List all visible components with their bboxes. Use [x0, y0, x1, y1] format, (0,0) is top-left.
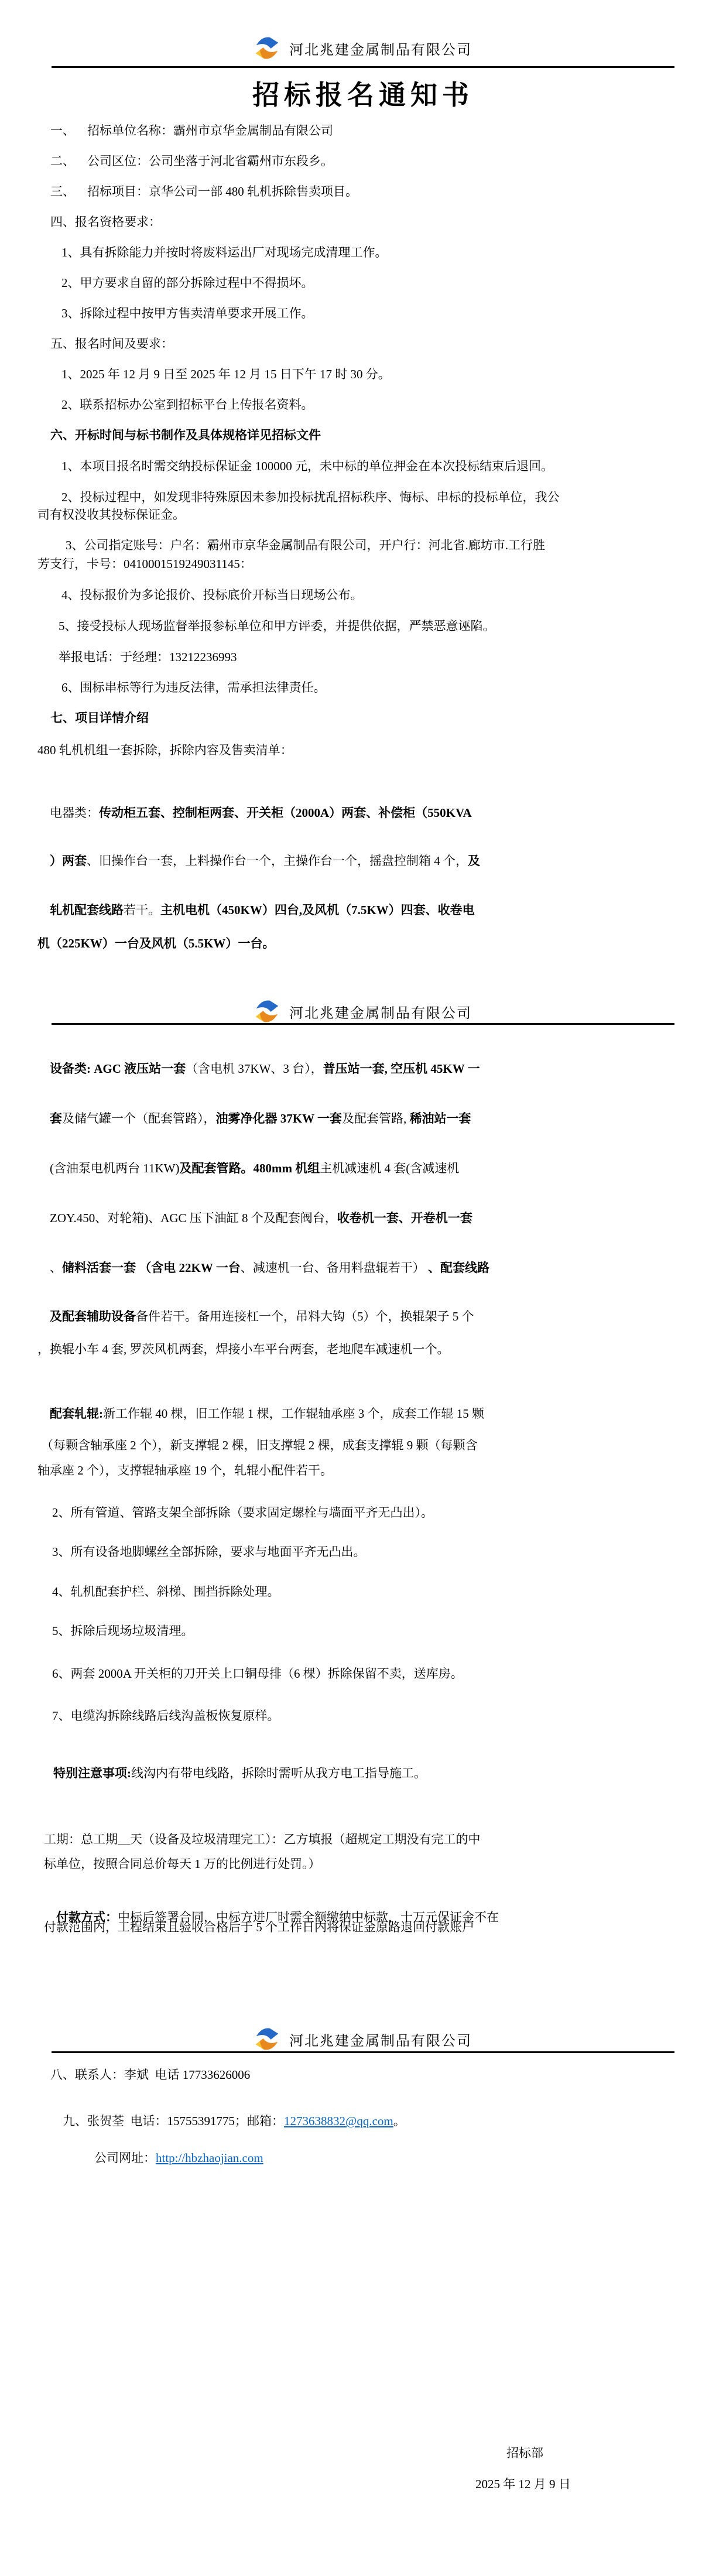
text-segment: 线沟内有带电线路，拆除时需听从我方电工指导施工。 — [131, 1766, 426, 1780]
text-segment: 配套轧辊: — [50, 1407, 103, 1421]
equipment-electrical-line2 — [37, 837, 480, 885]
text-segment: 及配套管路, — [341, 1111, 410, 1125]
text-segment: 套 — [50, 1111, 62, 1125]
demolition-item-2: 2、所有管道、管路支架全部拆除（要求固定螺栓与墙面平齐无凸出）。 — [52, 1506, 433, 1520]
line-bid-project: 三、 招标项目：京华公司一部 480 轧机拆除售卖项目。 — [50, 184, 358, 199]
demolition-item-7: 7、电缆沟拆除线路后线沟盖板恢复原样。 — [52, 1709, 280, 1723]
text-segment: 九、张贺荃 电话：15755391775；邮箱： — [63, 2114, 284, 2128]
text-segment: 及 — [468, 854, 480, 868]
text-segment: （含电机 37KW、3 台）， — [186, 1062, 323, 1076]
text-segment: 、配套线路 — [424, 1261, 489, 1275]
page-header — [0, 34, 726, 62]
company-name: 河北兆建金属制品有限公司 — [289, 1005, 472, 1021]
payment-label: 付款方式： — [56, 1910, 118, 1924]
company-name: 河北兆建金属制品有限公司 — [289, 42, 472, 58]
bid-item-supervision: 5、接受投标人现场监督举报参标单位和甲方评委，并提供依据，严禁恶意诬陷。 — [59, 619, 495, 633]
website-label: 公司网址： — [94, 2151, 156, 2165]
payment-line2: 付款范围内，工程结束且验收合格后于 5 个工作日内将保证金原路退回付款账户 — [44, 1920, 474, 1934]
email-link[interactable]: 1273638832@qq.com — [284, 2114, 393, 2128]
footer-date: 2025 年 12 月 9 日 — [475, 2477, 571, 2491]
website-link[interactable]: http://hbzhaojian.com — [156, 2151, 263, 2165]
bid-item-deposit: 1、本项目报名时需交纳投标保证金 100000 元，未中标的单位押金在本次投标结束后退回。 — [61, 459, 553, 473]
text-segment: 新工作辊 40 棵，旧工作辊 1 棵，工作辊轴承座 3 个，成套工作辊 15 颗 — [103, 1407, 484, 1421]
text-segment: 收卷机一套、开卷机一套 — [337, 1211, 472, 1225]
bid-item-violation-line1: 2、投标过程中，如发现非特殊原因未参加投标扰乱招标秩序、悔标、串标的投标单位，我公 — [61, 490, 560, 504]
text-segment: 及储气罐一个（配套管路）， — [62, 1111, 216, 1125]
text-segment: (含油泵电机两台 11KW) — [50, 1161, 180, 1175]
page-header — [0, 997, 726, 1025]
demolition-item-6: 6、两套 2000A 开关柜的刀开关上口铜母排（6 棵）拆除保留不卖，送库房。 — [52, 1667, 463, 1681]
text-segment: 若干。 — [124, 903, 160, 917]
text-segment: 设备类: AGC 液压站一套 — [50, 1062, 186, 1076]
equipment-device-line3 — [37, 1145, 459, 1192]
website-line — [82, 2134, 263, 2182]
text-segment: 及配套辅助设备 — [50, 1309, 136, 1323]
text-segment: ZOY.450、对轮箱)、AGC 压下油缸 8 个及配套阀台， — [50, 1211, 337, 1225]
heading-registration-time: 五、报名时间及要求： — [50, 337, 173, 351]
header-divider — [52, 2051, 674, 2053]
header-divider — [52, 66, 674, 68]
footer-department: 招标部 — [506, 2446, 543, 2460]
equipment-device-line2 — [37, 1095, 471, 1142]
line-company-location: 二、 公司区位：公司坐落于河北省霸州市东段乡。 — [50, 154, 333, 168]
text-segment: 及配套管路。480mm 机组 — [179, 1161, 320, 1175]
text-segment: 传动柜五套、控制柜两套、开关柜（2000A）两套、补偿柜（550KVA — [99, 806, 472, 820]
bid-item-quote: 4、投标报价为多论报价、投标底价开标当日现场公布。 — [61, 588, 363, 602]
registration-time-item-1: 1、2025 年 12 月 9 日至 2025 年 12 月 15 日下午 17 时 30 分。 — [61, 367, 391, 381]
company-name: 河北兆建金属制品有限公司 — [289, 2033, 472, 2049]
duration-line2: 标单位，按照合同总价每天 1 万的比例进行处罚。） — [44, 1857, 321, 1871]
project-summary-line: 480 轧机机组一套拆除，拆除内容及售卖清单： — [37, 743, 293, 757]
text-segment: 备件若干。备用连接杠一个，吊料大钩（5）个，换辊架子 5 个 — [136, 1309, 474, 1323]
text-segment: 、 — [50, 1261, 62, 1275]
demolition-item-5: 5、拆除后现场垃圾清理。 — [52, 1624, 194, 1638]
equipment-electrical-line1 — [37, 789, 472, 837]
text-segment: 、减速机一台、备用料盘辊若干） — [240, 1261, 425, 1275]
equipment-device-line6 — [37, 1293, 474, 1340]
equipment-device-line5 — [37, 1244, 489, 1292]
text-segment: 稀油站一套 — [409, 1111, 471, 1125]
equipment-rolls-line3: 轴承座 2 个），支撑辊轴承座 19 个，轧辊小配件若干。 — [37, 1463, 333, 1477]
demolition-item-3: 3、所有设备地脚螺丝全部拆除，要求与地面平齐无凸出。 — [52, 1545, 366, 1559]
company-logo-icon — [254, 997, 280, 1025]
text-segment: 储料活套一套 （含电 22KW 一台 — [62, 1261, 241, 1275]
heading-bid-opening: 六、开标时间与标书制作及具体规格详见招标文件 — [50, 428, 321, 442]
qualification-item-3: 3、拆除过程中按甲方售卖清单要求开展工作。 — [61, 306, 314, 320]
special-note-line — [41, 1750, 426, 1797]
bid-item-law: 6、围标串标等行为违反法律，需承担法律责任。 — [61, 680, 326, 695]
text-segment: ）两套 — [50, 854, 87, 868]
heading-registration-qualifications: 四、报名资格要求： — [50, 215, 161, 229]
bid-item-account-line2: 芳支行，卡号：0410001519249031145： — [37, 557, 252, 571]
demolition-item-4: 4、轧机配套护栏、斜梯、围挡拆除处理。 — [52, 1585, 280, 1599]
equipment-electrical-line4: 机（225KW）一台及风机（5.5KW）一台。 — [37, 936, 275, 950]
duration-line1: 工期：总工期＿天（设备及垃圾清理完工）：乙方填报（超规定工期没有完工的中 — [44, 1832, 481, 1846]
heading-project-details: 七、项目详情介绍 — [50, 711, 149, 725]
equipment-rolls-line2: （每颗含轴承座 2 个），新支撑辊 2 棵，旧支撑辊 2 棵，成套支撑辊 9 颗（每颗含 — [41, 1438, 478, 1452]
text-segment: 电器类： — [50, 806, 99, 820]
text-segment: 特别注意事项: — [53, 1766, 131, 1780]
equipment-device-line1 — [37, 1045, 480, 1093]
qualification-item-2: 2、甲方要求自留的部分拆除过程中不得损坏。 — [61, 276, 314, 290]
header-divider — [52, 1023, 674, 1025]
qualification-item-1: 1、具有拆除能力并按时将废料运出厂对现场完成清理工作。 — [61, 245, 388, 259]
bid-item-violation-line2: 司有权没收其投标保证金。 — [37, 508, 185, 522]
text-segment: 主机减速机 4 套(含减速机 — [320, 1161, 460, 1175]
text-segment: 油雾净化器 37KW 一套 — [215, 1111, 342, 1125]
text-segment: 普压站一套, 空压机 45KW 一 — [323, 1062, 480, 1076]
equipment-device-line4 — [37, 1195, 472, 1242]
contact-libin-line: 八、联系人：李斌 电话 17733626006 — [50, 2068, 251, 2082]
page-header — [0, 2025, 726, 2053]
bid-item-account-line1: 3、公司指定账号：户名：霸州市京华金属制品有限公司，开户行：河北省.廊坊市.工行胜 — [66, 538, 545, 552]
text-segment: 主机电机（450KW）四台,及风机（7.5KW）四套、收卷电 — [160, 903, 475, 917]
document-title: 招标报名通知书 — [252, 80, 474, 110]
text-segment: 、旧操作台一套，上料操作台一个，主操作台一个，摇盘控制箱 4 个， — [87, 854, 468, 868]
registration-time-item-2: 2、联系招标办公室到招标平台上传报名资料。 — [61, 398, 314, 412]
company-logo-icon — [254, 34, 280, 62]
equipment-device-line7: ，换辊小车 4 套, 罗茨风机两套，焊接小车平台两套，老地爬车减速机一个。 — [37, 1342, 450, 1356]
text-segment: 。 — [393, 2114, 406, 2128]
line-bid-unit-name: 一、 招标单位名称：霸州市京华金属制品有限公司 — [50, 124, 333, 138]
equipment-electrical-line3 — [37, 887, 475, 934]
equipment-rolls-line1 — [37, 1390, 484, 1438]
text-segment: 轧机配套线路 — [50, 903, 124, 917]
company-logo-icon — [254, 2025, 280, 2053]
report-phone-line: 举报电话：于经理：13212236993 — [59, 650, 237, 664]
text-segment: 中标后签署合同，中标方进厂时需全额缴纳中标款，十万元保证金不在 — [118, 1910, 499, 1924]
